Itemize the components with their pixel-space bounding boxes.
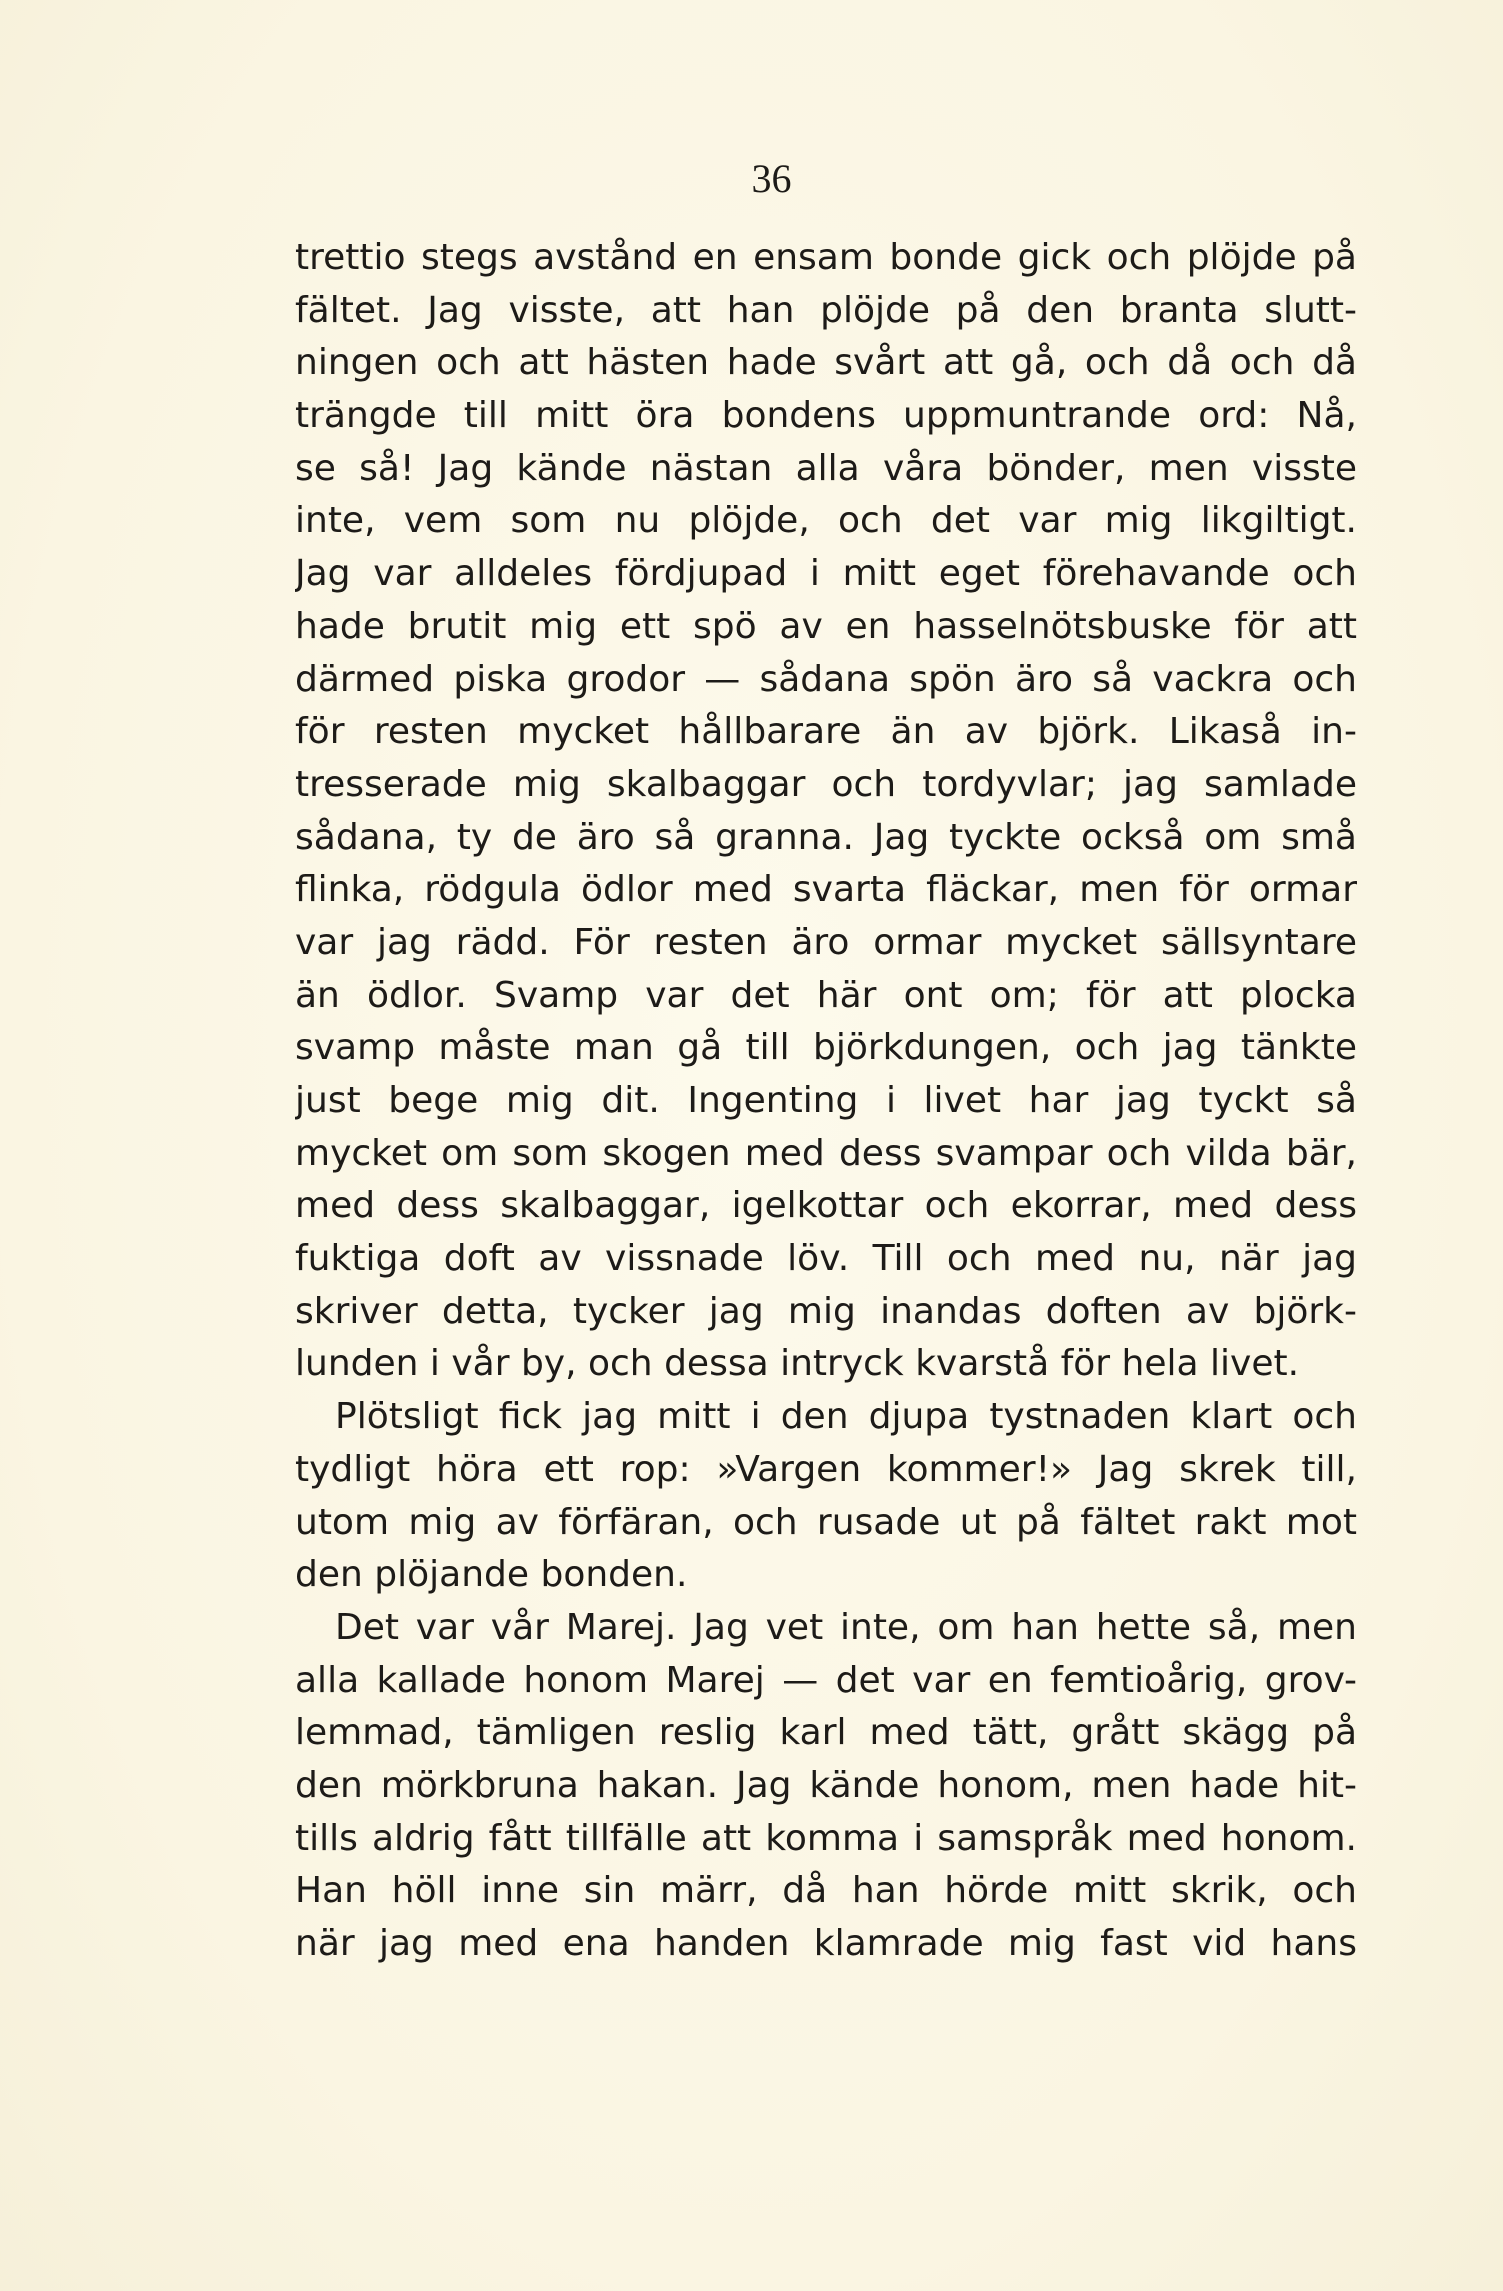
text-line: mycket om som skogen med dess svampar och vilda bär, bbox=[295, 1132, 1357, 1174]
text-line: svamp måste man gå till björkdungen, och jag tänkte bbox=[295, 1027, 1357, 1069]
text-line: trettio stegs avstånd en ensam bonde gick och plöjde på bbox=[295, 237, 1357, 278]
text-line: inte, vem som nu plöjde, och det var mig likgiltigt. bbox=[295, 500, 1357, 542]
text-line: utom mig av förfäran, och rusade ut på fältet rakt mot bbox=[295, 1501, 1357, 1543]
text-line: därmed piska grodor — sådana spön äro så vackra och bbox=[295, 658, 1357, 700]
text-line: sådana, ty de äro så granna. Jag tyckte också om små bbox=[295, 816, 1357, 858]
page-number: 36 bbox=[751, 156, 792, 201]
text-line: tydligt höra ett rop: »Vargen kommer!» Jag skrek till, bbox=[295, 1448, 1357, 1490]
text-line: var jag rädd. För resten äro ormar mycket sällsyntare bbox=[295, 921, 1357, 963]
text-line: skriver detta, tycker jag mig inandas doften av björk- bbox=[295, 1290, 1357, 1332]
text-line: ningen och att hästen hade svårt att gå, och då och då bbox=[295, 342, 1357, 384]
text-line: Plötsligt fick jag mitt i den djupa tystnaden klart och bbox=[335, 1396, 1357, 1438]
text-line: med dess skalbaggar, igelkottar och ekorrar, med dess bbox=[295, 1185, 1357, 1227]
text-line: trängde till mitt öra bondens uppmuntrande ord: Nå, bbox=[295, 395, 1357, 437]
text-line: lemmad, tämligen reslig karl med tätt, grått skägg på bbox=[295, 1712, 1357, 1754]
text-line: tills aldrig fått tillfälle att komma i samspråk med honom. bbox=[295, 1817, 1357, 1859]
text-line: flinka, rödgula ödlor med svarta fläckar, men för ormar bbox=[295, 869, 1357, 911]
text-line: lunden i vår by, och dessa intryck kvarstå för hela livet. bbox=[295, 1343, 1300, 1385]
text-line: för resten mycket hållbarare än av björk. Likaså in- bbox=[295, 711, 1357, 753]
text-line: den mörkbruna hakan. Jag kände honom, men hade hit- bbox=[295, 1764, 1357, 1806]
text-line: alla kallade honom Marej — det var en femtioårig, grov- bbox=[295, 1659, 1357, 1701]
text-line: den plöjande bonden. bbox=[295, 1554, 688, 1596]
text-line: Det var vår Marej. Jag vet inte, om han hette så, men bbox=[335, 1606, 1357, 1648]
text-line: hade brutit mig ett spö av en hasselnötsbuske för att bbox=[295, 605, 1357, 647]
text-line: än ödlor. Svamp var det här ont om; för att plocka bbox=[295, 974, 1357, 1016]
text-line: se så! Jag kände nästan alla våra bönder, men visste bbox=[295, 447, 1357, 489]
text-line: Han höll inne sin märr, då han hörde mitt skrik, och bbox=[295, 1870, 1357, 1912]
text-line: Jag var alldeles fördjupad i mitt eget förehavande och bbox=[295, 553, 1357, 595]
text-line: just bege mig dit. Ingenting i livet har jag tyckt så bbox=[295, 1080, 1357, 1121]
text-line: fuktiga doft av vissnade löv. Till och med nu, när jag bbox=[295, 1238, 1357, 1280]
text-line: fältet. Jag visste, att han plöjde på den branta slutt- bbox=[295, 289, 1357, 331]
body-text bbox=[295, 232, 1357, 1971]
text-line: tresserade mig skalbaggar och tordyvlar; jag samlade bbox=[295, 763, 1357, 805]
text-line: när jag med ena handen klamrade mig fast vid hans bbox=[295, 1923, 1357, 1964]
